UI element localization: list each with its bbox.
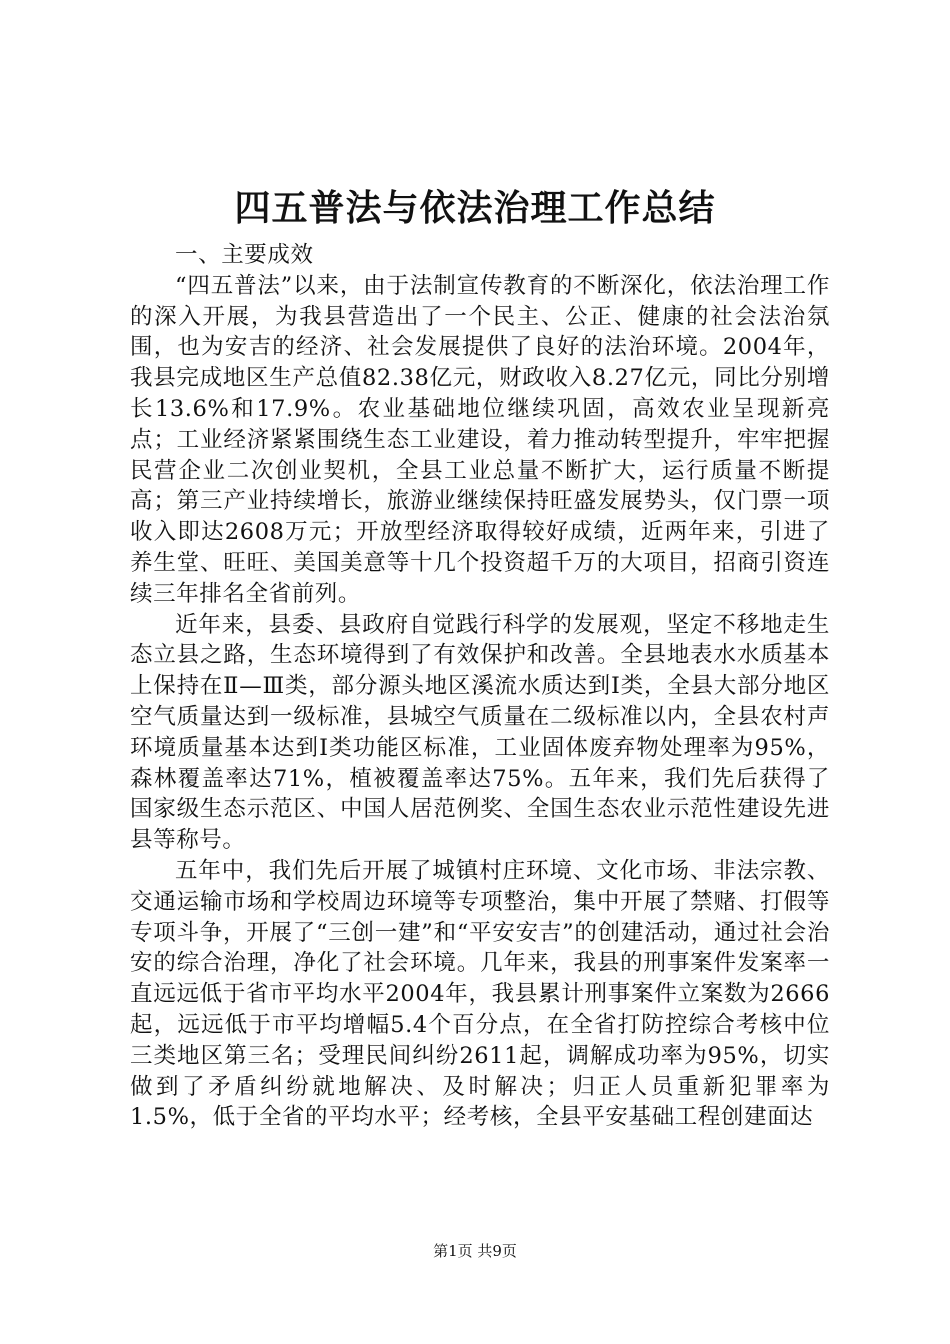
paragraph-1: “四五普法”以来，由于法制宣传教育的不断深化，依法治理工作的深入开展，为我县营造出了一个民主、公正、健康的社会法治氛围，也为安吉的经济、社会发展提供了良好的法治环境。2004年，我县完成地区生产总值82.38亿元，财政收入8.27亿元，同比分别增长13.6%和17.9%。农业基础地位继续巩固，高效农业呈现新亮点；工业经济紧紧围绕生态工业建设，着力推动转型提升，牢牢把握民营企业二次创业契机，全县工业总量不断扩大，运行质量不断提高；第三产业持续增长，旅游业继续保持旺盛发展势头，仅门票一项收入即达2608万元；开放型经济取得较好成绩，近两年来，引进了养生堂、旺旺、美国美意等十几个投资超千万的大项目，招商引资连续三年排名全省前列。 bbox=[130, 272, 830, 607]
section-heading: 一、主要成效 bbox=[175, 242, 314, 268]
paragraph-3: 五年中，我们先后开展了城镇村庄环境、文化市场、非法宗教、交通运输市场和学校周边环境等专项整治，集中开展了禁赌、打假等专项斗争，开展了“三创一建”和“平安安吉”的创建活动，通过社会治安的综合治理，净化了社会环境。几年来，我县的刑事案件发案率一直远远低于省市平均水平2004年，我县累计刑事案件立案数为2666起，远远低于市平均增幅5.4个百分点，在全省打防控综合考核中位三类地区第三名；受理民间纠纷2611起，调解成功率为95%，切实做到了矛盾纠纷就地解决、及时解决；归正人员重新犯罪率为1.5%，低于全省的平均水平；经考核，全县平安基础工程创建面达 bbox=[130, 857, 830, 1131]
page-footer: 第1页 共9页 bbox=[433, 1242, 517, 1260]
document-title: 四五普法与依法治理工作总结 bbox=[234, 187, 716, 229]
document-body bbox=[130, 240, 830, 1133]
paragraph-2: 近年来，县委、县政府自觉践行科学的发展观，坚定不移地走生态立县之路，生态环境得到了有效保护和改善。全县地表水水质基本上保持在Ⅱ—Ⅲ类，部分源头地区溪流水质达到Ⅰ类，全县大部分地区空气质量达到一级标准，县城空气质量在二级标准以内，全县农村声环境质量基本达到Ⅰ类功能区标准，工业固体废弃物处理率为95%，森林覆盖率达71%，植被覆盖率达75%。五年来，我们先后获得了国家级生态示范区、中国人居范例奖、全国生态农业示范性建设先进县等称号。 bbox=[130, 611, 830, 854]
